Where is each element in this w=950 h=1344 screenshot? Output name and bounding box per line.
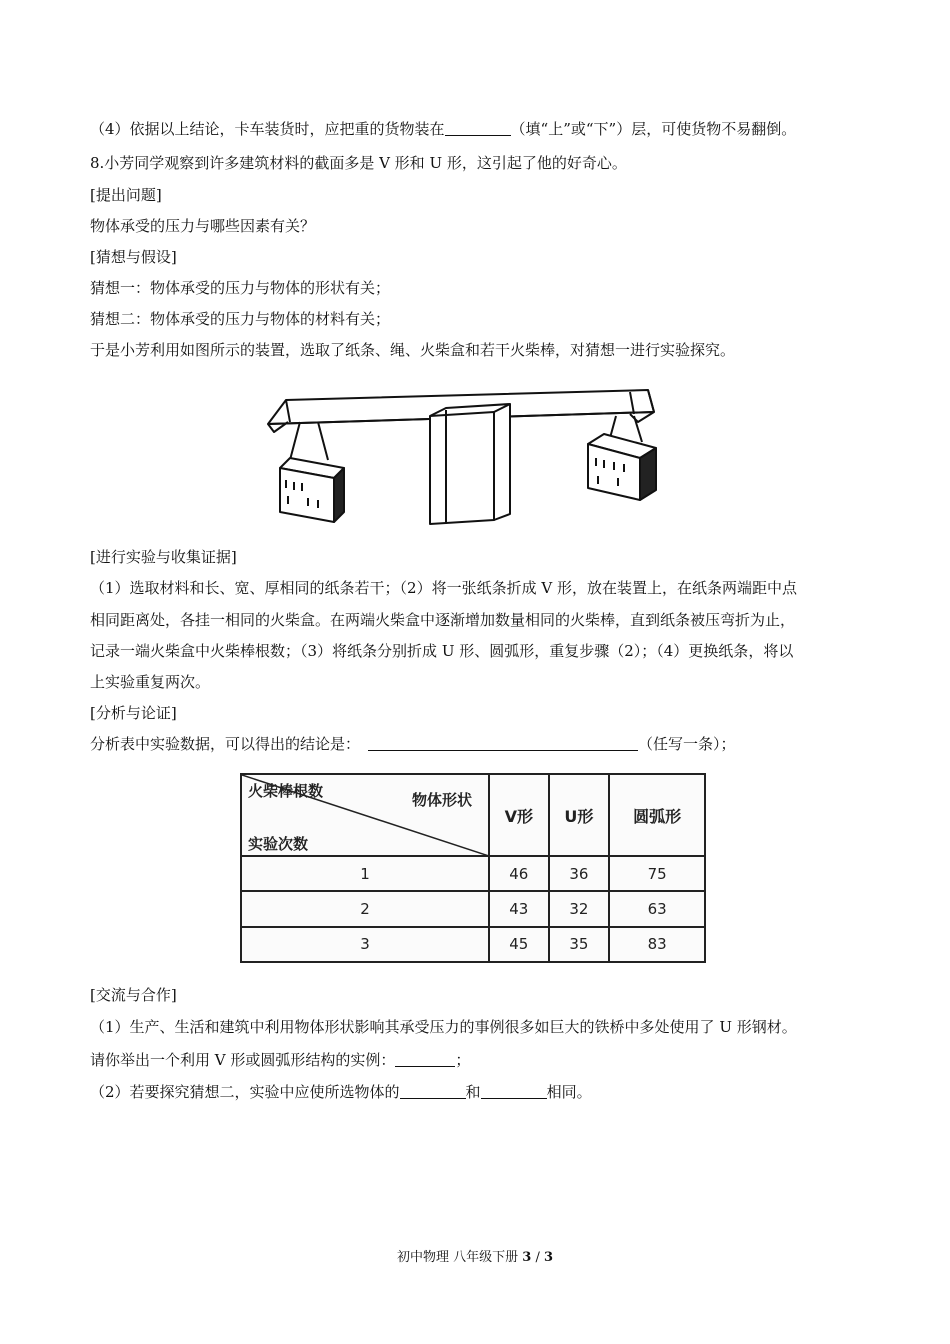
section-experiment: [进行实验与收集证据] (90, 548, 237, 566)
answer-blank (400, 1082, 466, 1099)
text: 请你举出一个利用 V 形或圆弧形结构的实例： (90, 1051, 396, 1069)
section-analysis: [分析与论证] (90, 704, 177, 722)
trial-number: 3 (241, 927, 489, 962)
experiment-intro: 于是小芳利用如图所示的装置，选取了纸条、绳、火柴盒和若干火柴棒，对猜想一进行实验探究。 (90, 341, 736, 359)
section-communication: [交流与合作] (90, 986, 177, 1004)
question-text: 物体承受的压力与哪些因素有关？ (90, 217, 316, 235)
apparatus-figure (258, 372, 658, 537)
table-row (241, 891, 705, 926)
hypothesis-2: 猜想二：物体承受的压力与物体的材料有关； (90, 310, 391, 328)
header-u-shape: U形 (549, 774, 610, 856)
hypothesis-1: 猜想一：物体承受的压力与物体的形状有关； (90, 279, 391, 297)
answer-blank (368, 734, 638, 751)
value-v: 45 (489, 927, 549, 962)
text: 和 (465, 1083, 481, 1101)
question-8-title: 8.小芳同学观察到许多建筑材料的截面多是 V 形和 U 形，这引起了他的好奇心。 (90, 154, 627, 172)
page-total: 3 (543, 1250, 554, 1265)
value-u: 35 (549, 927, 610, 962)
analysis-question (90, 733, 870, 755)
footer-text: 初中物理 八年级下册 (396, 1250, 519, 1265)
communication-q1: （1）生产、生活和建筑中利用物体形状影响其承受压力的事例很多如巨大的铁桥中多处使用了 U 形钢材。 (90, 1018, 797, 1036)
answer-blank (395, 1050, 455, 1067)
answer-blank (481, 1082, 547, 1099)
text: ； (455, 1051, 471, 1069)
value-arc: 75 (609, 856, 705, 891)
text: （任写一条）； (638, 735, 736, 753)
table-row (241, 856, 705, 891)
text: 相同。 (546, 1083, 592, 1101)
header-v-shape: V形 (489, 774, 549, 856)
communication-q2 (90, 1081, 870, 1103)
section-raise-question: [提出问题] (90, 186, 162, 204)
procedure-line-4: 上实验重复两次。 (90, 673, 211, 691)
corner-label-trial: 实验次数 (248, 835, 309, 853)
text: （填“上”或“下”）层，可使货物不易翻倒。 (510, 120, 797, 138)
table-row (241, 927, 705, 962)
text: （4）依据以上结论，卡车装货时，应把重的货物装在 (90, 120, 445, 138)
procedure-line-2: 相同距离处，各挂一相同的火柴盒。在两端火柴盒中逐渐增加数量相同的火柴棒，直到纸条被压弯折为止， (90, 611, 796, 629)
trial-number: 1 (241, 856, 489, 891)
page-number: 3 (522, 1250, 532, 1265)
value-u: 32 (549, 891, 610, 926)
procedure-line-3: 记录一端火柴盒中火柴棒根数；（3）将纸条分别折成 U 形、圆弧形，重复步骤（2）；（4）更换纸条，将以 (90, 642, 794, 660)
data-table-wrapper (240, 773, 708, 966)
value-arc: 83 (609, 927, 705, 962)
question-4-line (90, 118, 870, 140)
page-footer (0, 1246, 950, 1265)
procedure-line-1: （1）选取材料和长、宽、厚相同的纸条若干；（2）将一张纸条折成 V 形，放在装置上，在纸条两端距中点 (90, 579, 797, 597)
table-corner-header (241, 774, 489, 856)
value-v: 46 (489, 856, 549, 891)
data-table (240, 773, 706, 963)
value-arc: 63 (609, 891, 705, 926)
corner-label-shape: 物体形状 (412, 791, 473, 809)
header-arc-shape: 圆弧形 (609, 774, 705, 856)
text: （2）若要探究猜想二，实验中应使所选物体的 (90, 1083, 400, 1101)
text: 分析表中实验数据，可以得出的结论是： (90, 735, 361, 753)
corner-label-count: 火柴棒根数 (248, 782, 324, 800)
communication-q1-cont (90, 1049, 870, 1071)
trial-number: 2 (241, 891, 489, 926)
answer-blank (445, 119, 511, 136)
value-v: 43 (489, 891, 549, 926)
page-separator: / (531, 1250, 544, 1265)
value-u: 36 (549, 856, 610, 891)
section-hypothesis: [猜想与假设] (90, 248, 177, 266)
